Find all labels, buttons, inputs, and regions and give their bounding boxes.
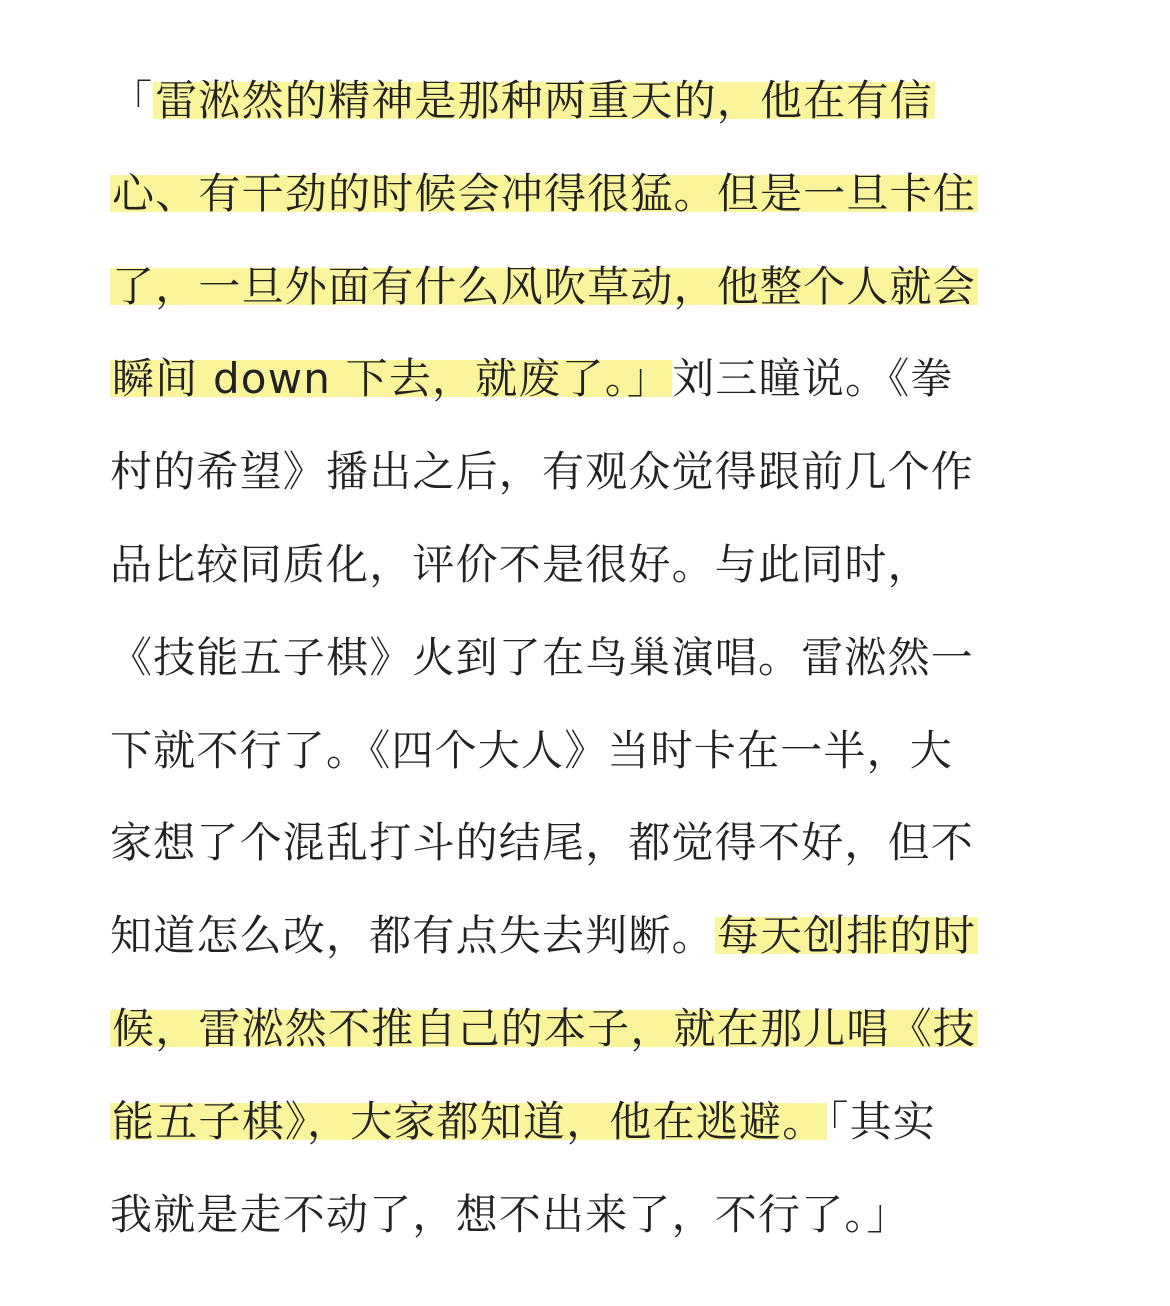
- plain-text: 《技能五子棋》火到了在鸟巢演唱。雷淞然一: [110, 632, 975, 682]
- plain-text: 村的希望》播出之后，有观众觉得跟前几个作: [110, 447, 975, 497]
- text-line-9: [110, 812, 1070, 905]
- plain-text: 家想了个混乱打斗的结尾，都觉得不好，但不: [110, 818, 975, 868]
- highlighted-text: 了，一旦外面有什么风吹草动，他整个人就会: [112, 261, 977, 311]
- plain-text: 我就是走不动了，想不出来了，不行了。」: [110, 1189, 910, 1239]
- plain-text: 品比较同质化，评价不是很好。与此同时，: [110, 539, 931, 589]
- text-line-12: [110, 1091, 1070, 1184]
- text-line-4: [110, 348, 1070, 441]
- highlighted-text: 心、有干劲的时候会冲得很猛。但是一旦卡住: [112, 168, 977, 218]
- plain-text: 「: [110, 76, 154, 125]
- text-line-10: [110, 905, 1070, 998]
- highlighted-text: 候，雷淞然不推自己的本子，就在那儿唱《技: [112, 1003, 977, 1053]
- highlighted-text: 能五子棋》，大家都知道，他在逃避。: [112, 1096, 826, 1146]
- article-paragraph: [110, 70, 1070, 1276]
- plain-text: 「其实: [827, 1096, 937, 1146]
- highlighted-text: 雷淞然的精神是那种两重天的，他在有信: [155, 76, 933, 125]
- highlighted-text: 每天创排的时: [716, 911, 977, 961]
- text-line-2: [110, 163, 1070, 256]
- text-line-13: [110, 1184, 1070, 1277]
- plain-text: 刘三瞳说。《拳: [672, 354, 954, 404]
- plain-text: 下就不行了。《四个大人》当时卡在一半，大: [110, 725, 954, 775]
- text-line-11: [110, 998, 1070, 1091]
- text-line-1: [110, 70, 1070, 163]
- text-line-7: [110, 627, 1070, 720]
- text-line-3: [110, 256, 1070, 349]
- highlighted-text: 瞬间 down 下去，就废了。」: [112, 354, 671, 404]
- text-line-5: [110, 441, 1070, 534]
- text-line-8: [110, 720, 1070, 813]
- plain-text: 知道怎么改，都有点失去判断。: [110, 911, 715, 961]
- text-line-6: [110, 534, 1070, 627]
